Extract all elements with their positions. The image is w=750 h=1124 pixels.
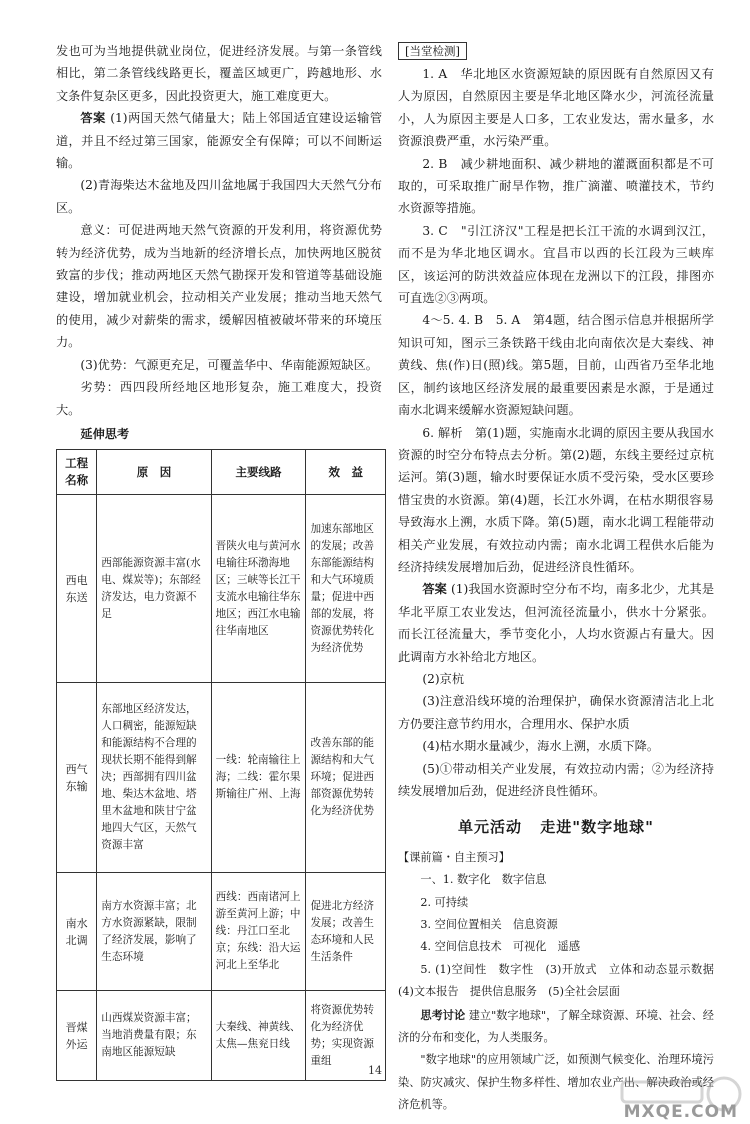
table-cell-name: 晋煤外运 — [57, 991, 97, 1081]
answer-1 — [56, 107, 382, 174]
answer-6-5: (5)①带动相关产业发展，有效拉动内需；②为经济持续发展增加后劲，促进经济良性循环。 — [398, 761, 714, 798]
unit-title-left: 单元活动 — [458, 818, 523, 837]
table-cell-benefit: 将资源优势转化为经济优势；实现资源重组 — [306, 991, 386, 1081]
discussion-paragraph — [398, 1004, 714, 1050]
answer-label: 答案 — [422, 582, 447, 597]
question-4-5: 4～5. 4. B 5. A 第4题，结合图示信息并根据所学知识可知，图示三条铁路干线由北向南依次是大秦线、神黄线、焦(作)日(照)线。第5题，目前，山西省乃至华北地区，制约该地区经济发展的最重要因素是水源，于是通过南水北调来缓解水资源短缺问题。 — [398, 313, 714, 418]
table-cell-route: 西线：西南诸河上游至黄河上游；中线：丹江口至北京；东线：沿大运河北上至华北 — [211, 873, 306, 991]
table-cell-route: 晋陕火电与黄河水电输往环渤海地区；三峡等长江干支流水电输往华东地区；西江水电输往华南地区 — [211, 495, 306, 683]
question-3: 3. C "引江济汉"工程是把长江干流的水调到汉江，而不是为华北地区调水。宜昌市以西的长江段为三峡库区，该运河的防洪效益应体现在龙洲以下的江段，排图亦可直选②③两项。 — [398, 223, 714, 306]
table-row — [57, 495, 386, 683]
table-cell-benefit: 促进北方经济发展；改善生态环境和人民生活条件 — [306, 873, 386, 991]
answer-2: (2)青海柴达木盆地及四川盆地属于我国四大天然气分布区。 — [56, 178, 382, 215]
extension-title: 延伸思考 — [80, 426, 130, 441]
table-cell-benefit: 改善东部的能源结构和大气环境；促进西部资源优势转化为经济优势 — [306, 683, 386, 873]
disadvantage-line: 劣势：西四段所经地区地形复杂，施工难度大，投资大。 — [56, 380, 382, 417]
table-cell-name: 南水北调 — [57, 873, 97, 991]
discussion-label: 思考讨论 — [420, 1007, 466, 1022]
question-2: 2. B 减少耕地面积、减少耕地的灌溉面积都是不可取的，可采取推广耐旱作物，推广滴灌、喷灌技术，节约水资源等措施。 — [398, 156, 714, 216]
table-header-row — [57, 450, 386, 495]
table-cell-name: 西气东输 — [57, 683, 97, 873]
discussion-text: 建立"数字地球"，了解全球资源、环境、社会、经济的分布和变化，为人类服务。 — [398, 1008, 714, 1045]
table-row — [57, 873, 386, 991]
table-row — [57, 683, 386, 873]
answer-6-3: (3)注意沿线环境的治理保护，确保水资源清洁北上北方仍要注意节约用水，合理用水、保护水质 — [398, 694, 714, 731]
table-header-name: 工程名称 — [57, 450, 97, 495]
answer-6-1 — [398, 578, 714, 668]
question-1: 1. A 华北地区水资源短缺的原因既有自然原因又有人为原因，自然原因主要是华北地区降水少，河流径流量小，人为原因主要是人口多，工农业发达，需水量多，水资源浪费严重，水污染严重。 — [398, 67, 714, 149]
page-number: 14 — [368, 1064, 382, 1077]
meaning-paragraph: 意义：可促进两地天然气资源的开发利用，将资源优势转为经济优势，成为当地新的经济增长点，加快两地区脱贫致富的步伐；推动两地区天然气勘探开发和管道等基础设施建设，增加就业机会，拉动相关产业发展；推动当地天然气的使用，减少对薪柴的需求，缓解因植被破坏带来的环境压力。 — [56, 223, 382, 350]
table-header-route: 主要线路 — [211, 450, 306, 495]
advantage-line: (3)优势：气源更充足，可覆盖华中、华南能源短缺区。 — [80, 357, 378, 372]
table-cell-benefit: 加速东部地区的发展；改善东部能源结构和大气环境质量；促进中西部的发展，将资源优势转化为经济优势 — [306, 495, 386, 683]
preview-item-2: 2. 可持续 — [420, 895, 469, 909]
answer-6-1-text: (1)我国水资源时空分布不均，南多北少，尤其是华北平原工农业发达，但河流径流量小，供水十分紧张。而长江径流量大，季节变化小，人均水资源占有量大。因此调南方水补给北方地区。 — [398, 582, 715, 664]
section-title-check: [当堂检测] — [398, 42, 467, 60]
pre-class-title: 【课前篇・自主预习】 — [398, 850, 510, 864]
table-header-benefit: 效 益 — [306, 450, 386, 495]
intro-paragraph: 发也可为当地提供就业岗位，促进经济发展。与第一条管线相比，第二条管线线路更长，覆盖区域更广，跨越地形、水文条件复杂区更多，因此投资更大，施工难度更大。 — [56, 44, 382, 103]
table-cell-reason: 东部地区经济发达，人口稠密，能源短缺和能源结构不合理的现状长期不能得到解决；西部拥有四川盆地、柴达木盆地、塔里木盆地和陕甘宁盆地四大气区，天然气资源丰富 — [97, 683, 211, 873]
answer-label: 答案 — [80, 111, 106, 126]
project-comparison-table — [56, 449, 386, 1081]
left-column — [56, 40, 382, 1081]
preview-item-4: 4. 空间信息技术 可视化 遥感 — [420, 940, 581, 954]
right-column — [398, 40, 726, 1117]
question-6: 6. 解析 第(1)题，实施南水北调的原因主要从我国水资源的时空分布特点去分析。第(2)题，东线主要经过京杭运河。第(3)题，输水时要保证水质不受污染，受水区要珍惜宝贵的水资源。第(4)题，长江水外调，在枯水期很容易导致海水上溯，水质下降。第(5)题，南水北调工程能带动相关产业发展，有效拉动内需；南水北调工程供水后能为经济持续发展增加后劲，促进经济良性循环。 — [398, 425, 714, 574]
table-cell-name: 西电东送 — [57, 495, 97, 683]
answer-1-text: (1)两国天然气储量大；陆上邻国适宜建设运输管道，并且不经过第三国家，能源安全有保障；可以不间断运输。 — [56, 111, 383, 171]
preview-item-5: 5. (1)空间性 数字性 (3)开放式 立体和动态显示数据 (4)文本报告 提供信息服务 (5)全社会层面 — [398, 962, 726, 999]
answer-6-2: (2)京杭 — [422, 671, 465, 686]
table-header-reason: 原 因 — [97, 450, 211, 495]
table-cell-reason: 南方水资源丰富；北方水资源紧缺，限制了经济发展，影响了生态环境 — [97, 873, 211, 991]
discussion-paragraph-2: "数字地球"的应用领域广泛，如预测气候变化、治理环境污染、防灾减灾、保护生物多样性、增加农业产出、解决政治或经济危机等。 — [398, 1053, 714, 1112]
unit-title-right: 走进"数字地球" — [540, 818, 654, 837]
preview-item-3: 3. 空间位置相关 信息资源 — [420, 918, 558, 932]
unit-activity-title — [398, 816, 714, 838]
watermark-text: MXQE.COM — [623, 1102, 738, 1122]
table-cell-route: 大秦线、神黄线、太焦—焦兖日线 — [211, 991, 306, 1081]
answer-6-4: (4)枯水期水量减少，海水上溯，水质下降。 — [422, 739, 660, 754]
table-cell-reason: 西部能源资源丰富(水电、煤炭等)；东部经济发达，电力资源不足 — [97, 495, 211, 683]
preview-item-1: 一、1. 数字化 数字信息 — [420, 873, 547, 887]
table-cell-reason: 山西煤炭资源丰富；当地消费量有限；东南地区能源短缺 — [97, 991, 211, 1081]
table-cell-route: 一线：轮南输往上海；二线：霍尔果斯输往广州、上海 — [211, 683, 306, 873]
